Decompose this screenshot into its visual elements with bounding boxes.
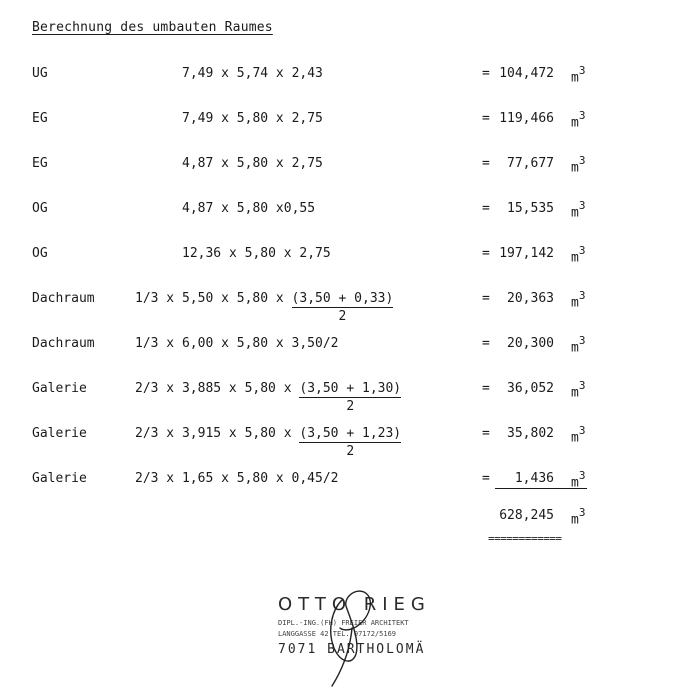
- fraction-numerator: (3,50 + 0,33): [291, 291, 394, 306]
- formula: 1/3 x 5,50 x 5,80 x $\frac{(3,50 + 0,33)}{2}$: [135, 291, 394, 324]
- volume-value: 104,472: [499, 66, 554, 81]
- stamp-city: 7071 BARTHOLOMÄ: [278, 642, 426, 657]
- equals-sign: =: [482, 336, 490, 351]
- floor-label: Dachraum: [32, 336, 95, 351]
- volume-unit: $m^3$: [571, 424, 586, 446]
- volume-value: 77,677: [507, 156, 554, 171]
- formula: 1/3 x 6,00 x 5,80 x 3,50/2: [135, 336, 339, 351]
- floor-label: EG: [32, 156, 48, 171]
- formula: 2/3 x 1,65 x 5,80 x 0,45/2: [135, 471, 339, 486]
- calc-row: [0, 201, 700, 221]
- fraction-denominator: 2: [346, 399, 355, 414]
- calc-row: [0, 289, 700, 324]
- floor-label: OG: [32, 246, 48, 261]
- fraction-denominator: 2: [346, 444, 355, 459]
- equals-sign: =: [482, 471, 490, 486]
- volume-unit: $m^3$: [571, 109, 586, 131]
- volume-value: 197,142: [499, 246, 554, 261]
- architect-stamp: [272, 570, 442, 688]
- formula: 12,36 x 5,80 x 2,75: [182, 246, 331, 261]
- calc-row: [0, 156, 700, 176]
- calc-row: [0, 66, 700, 86]
- equals-sign: =: [482, 291, 490, 306]
- volume-unit: $m^3$: [571, 334, 586, 356]
- formula: 2/3 x 3,915 x 5,80 x $\frac{(3,50 + 1,23)}{2}$: [135, 426, 402, 459]
- volume-unit: $m^3$: [571, 199, 586, 221]
- floor-label: UG: [32, 66, 48, 81]
- volume-value: 1,436: [514, 471, 554, 486]
- formula: 2/3 x 3,885 x 5,80 x $\frac{(3,50 + 1,30)}{2}$: [135, 381, 402, 414]
- equals-sign: =: [482, 201, 490, 216]
- calc-row: [0, 246, 700, 266]
- floor-label: Galerie: [32, 471, 87, 486]
- floor-label: Dachraum: [32, 291, 95, 306]
- fraction-numerator: (3,50 + 1,23): [299, 426, 402, 441]
- total-value: 628,245: [499, 508, 554, 523]
- floor-label: Galerie: [32, 426, 87, 441]
- volume-value: 20,363: [507, 291, 554, 306]
- equals-sign: =: [482, 381, 490, 396]
- formula: 7,49 x 5,80 x 2,75: [182, 111, 323, 126]
- stamp-address: LANGGASSE 42 TEL. 07172/5169: [278, 630, 397, 638]
- fraction: [299, 381, 402, 414]
- calc-row: [0, 379, 700, 414]
- fraction-numerator: (3,50 + 1,30): [299, 381, 402, 396]
- fraction: [291, 291, 394, 324]
- volume-value: 20,300: [507, 336, 554, 351]
- floor-label: Galerie: [32, 381, 87, 396]
- stamp-title: DIPL.-ING.(FH) FREIER ARCHITEKT: [278, 619, 409, 627]
- formula: 4,87 x 5,80 x0,55: [182, 201, 316, 216]
- calc-row: [0, 336, 700, 356]
- volume-unit: $m^3$: [571, 64, 586, 86]
- equals-sign: =: [482, 156, 490, 171]
- calc-row: [0, 111, 700, 131]
- fraction: [299, 426, 402, 459]
- double-underline: ============: [488, 532, 562, 545]
- stamp-name: OTTO RIEG: [278, 594, 431, 615]
- volume-unit: $m^3$: [571, 244, 586, 266]
- sum-line: [495, 488, 587, 489]
- fraction-denominator: 2: [338, 309, 347, 324]
- volume-value: 36,052: [507, 381, 554, 396]
- formula: 7,49 x 5,74 x 2,43: [182, 66, 323, 81]
- equals-sign: =: [482, 111, 490, 126]
- equals-sign: =: [482, 66, 490, 81]
- signature-icon: [272, 570, 442, 688]
- formula: 4,87 x 5,80 x 2,75: [182, 156, 323, 171]
- total-unit: $m^3$: [571, 506, 586, 528]
- floor-label: OG: [32, 201, 48, 216]
- volume-unit: $m^3$: [571, 154, 586, 176]
- volume-unit: $m^3$: [571, 469, 586, 491]
- volume-value: 15,535: [507, 201, 554, 216]
- calc-row: [0, 471, 700, 491]
- floor-label: EG: [32, 111, 48, 126]
- volume-value: 119,466: [499, 111, 554, 126]
- volume-unit: $m^3$: [571, 379, 586, 401]
- equals-sign: =: [482, 246, 490, 261]
- equals-sign: =: [482, 426, 490, 441]
- calc-row: [0, 424, 700, 459]
- volume-value: 35,802: [507, 426, 554, 441]
- page-title: Berechnung des umbauten Raumes: [32, 20, 273, 35]
- volume-unit: $m^3$: [571, 289, 586, 311]
